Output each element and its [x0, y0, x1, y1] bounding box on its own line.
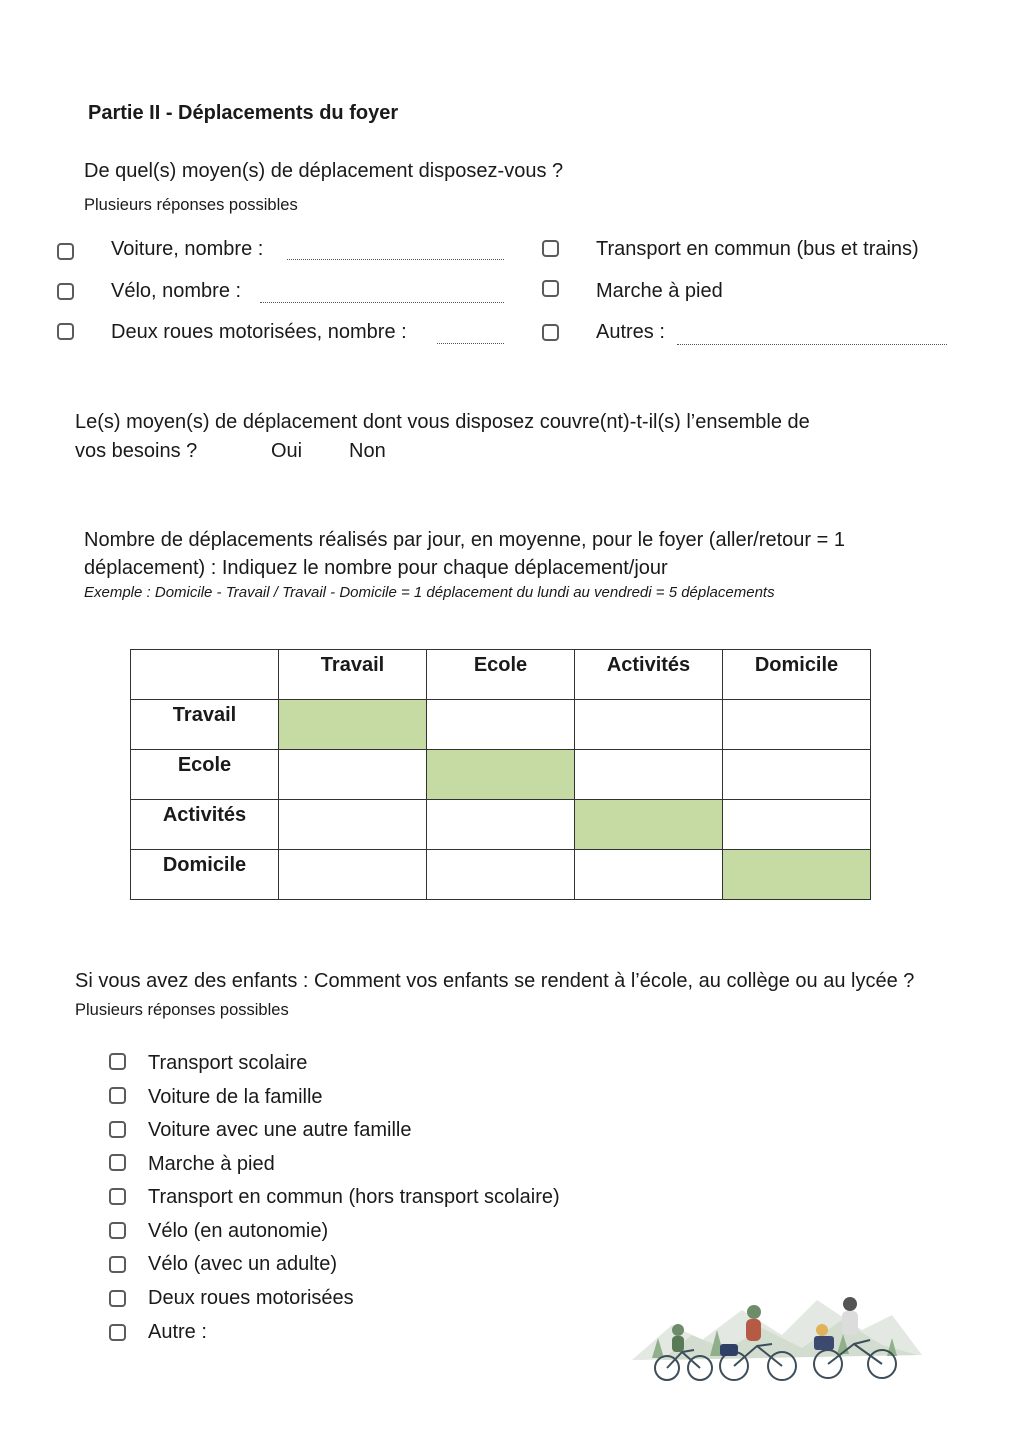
option-label: Voiture avec une autre famille	[148, 1119, 412, 1141]
checkbox-marche[interactable]	[109, 1154, 126, 1171]
option-voiture-label: Voiture, nombre :	[111, 238, 264, 260]
column-header: Travail	[279, 650, 427, 700]
option-label: Deux roues motorisées	[148, 1287, 354, 1309]
row-header: Travail	[131, 700, 279, 750]
option-deux-roues-label: Deux roues motorisées, nombre :	[111, 321, 407, 343]
table-cell[interactable]	[575, 750, 723, 800]
table-cell-diagonal	[723, 850, 871, 900]
table-row	[131, 800, 871, 850]
column-header: Activités	[575, 650, 723, 700]
option-label: Vélo (avec un adulte)	[148, 1253, 338, 1275]
table-cell-diagonal	[427, 750, 575, 800]
checkbox-velo[interactable]	[57, 283, 74, 300]
table-row	[131, 700, 871, 750]
option-autres-label: Autres :	[596, 321, 665, 343]
table-cell[interactable]	[723, 750, 871, 800]
q3-example: Exemple : Domicile - Travail / Travail - Domicile = 1 déplacement du lundi au vendredi = 5 déplacements	[84, 584, 775, 601]
trips-table	[130, 649, 871, 900]
option-marche-label: Marche à pied	[596, 280, 723, 302]
q1-hint: Plusieurs réponses possibles	[84, 196, 298, 214]
option-label: Vélo (en autonomie)	[148, 1220, 329, 1242]
option-label: Autre :	[148, 1321, 207, 1343]
option-velo-label: Vélo, nombre :	[111, 280, 242, 302]
table-header-row	[131, 650, 871, 700]
deux-roues-count-field[interactable]	[437, 343, 504, 344]
checkbox-transport-commun[interactable]	[542, 240, 559, 257]
column-header: Domicile	[723, 650, 871, 700]
checkbox-velo-autonomie[interactable]	[109, 1222, 126, 1239]
checkbox-deux-roues[interactable]	[57, 323, 74, 340]
table-cell-diagonal	[575, 800, 723, 850]
table-cell[interactable]	[427, 800, 575, 850]
table-cell-diagonal	[279, 700, 427, 750]
table-cell[interactable]	[279, 800, 427, 850]
row-header: Activités	[131, 800, 279, 850]
table-cell[interactable]	[723, 800, 871, 850]
table-cell[interactable]	[723, 700, 871, 750]
q4-hint: Plusieurs réponses possibles	[75, 1001, 289, 1019]
checkbox-transport-commun[interactable]	[109, 1188, 126, 1205]
q2-question-line1: Le(s) moyen(s) de déplacement dont vous disposez couvre(nt)-t-il(s) l’ensemble de	[75, 411, 810, 433]
row-header: Ecole	[131, 750, 279, 800]
velo-count-field[interactable]	[260, 302, 504, 303]
column-header: Ecole	[427, 650, 575, 700]
checkbox-voiture[interactable]	[57, 243, 74, 260]
table-corner	[131, 650, 279, 700]
checkbox-voiture-autre-famille[interactable]	[109, 1121, 126, 1138]
checkbox-velo-adulte[interactable]	[109, 1256, 126, 1273]
checkbox-voiture-famille[interactable]	[109, 1087, 126, 1104]
table-cell[interactable]	[427, 700, 575, 750]
answer-non[interactable]: Non	[349, 440, 386, 462]
option-transport-commun-label: Transport en commun (bus et trains)	[596, 238, 919, 260]
q3-question-line2: déplacement) : Indiquez le nombre pour chaque déplacement/jour	[84, 557, 668, 579]
table-cell[interactable]	[279, 750, 427, 800]
q1-question: De quel(s) moyen(s) de déplacement disposez-vous ?	[84, 160, 564, 182]
table-cell[interactable]	[575, 700, 723, 750]
q3-question-line1: Nombre de déplacements réalisés par jour, en moyenne, pour le foyer (aller/retour = 1	[84, 529, 845, 551]
checkbox-deux-roues[interactable]	[109, 1290, 126, 1307]
option-label: Transport scolaire	[148, 1052, 308, 1074]
table-cell[interactable]	[279, 850, 427, 900]
checkbox-autre[interactable]	[109, 1324, 126, 1341]
row-header: Domicile	[131, 850, 279, 900]
option-label: Transport en commun (hors transport scolaire)	[148, 1186, 560, 1208]
table-row	[131, 850, 871, 900]
option-label: Voiture de la famille	[148, 1086, 323, 1108]
autres-field[interactable]	[677, 344, 947, 345]
q2-question-line2: vos besoins ?	[75, 440, 198, 462]
answer-oui[interactable]: Oui	[271, 440, 303, 462]
checkbox-transport-scolaire[interactable]	[109, 1053, 126, 1070]
checkbox-marche[interactable]	[542, 280, 559, 297]
table-row	[131, 750, 871, 800]
table-cell[interactable]	[427, 850, 575, 900]
family-cycling-illustration	[632, 1290, 922, 1385]
q4-question: Si vous avez des enfants : Comment vos enfants se rendent à l’école, au collège ou au lycée ?	[75, 970, 915, 992]
voiture-count-field[interactable]	[287, 259, 504, 260]
section-title: Partie II - Déplacements du foyer	[88, 102, 399, 124]
table-cell[interactable]	[575, 850, 723, 900]
option-label: Marche à pied	[148, 1153, 275, 1175]
checkbox-autres[interactable]	[542, 324, 559, 341]
